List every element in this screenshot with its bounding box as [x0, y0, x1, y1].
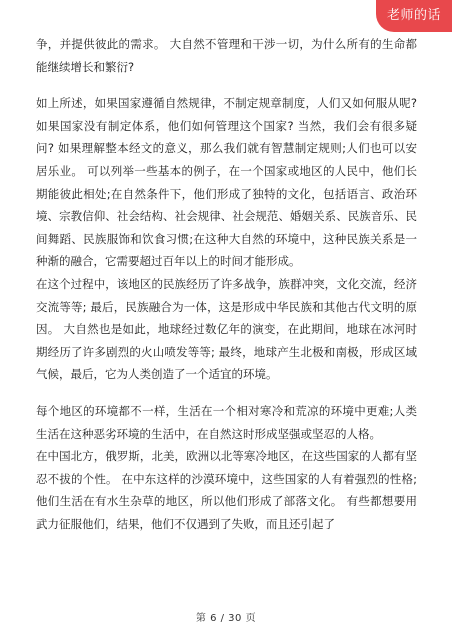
paragraph-2: 如上所述，如果国家遵循自然规律，不制定规章制度，人们又如何服从呢? 如果国家没有制定体系，他们如何管理这个国家? 当然，我们会有很多疑问? 如果理解整本经文的意义，那么我们就有智慧制定规则;人们也可以安居乐业。 可以列举一些基本的例子，在一个国家或地区的人民中，他们长期能彼此相处;在自然条件下，他们形成了独特的文化，包括语言、政治环境、宗教信仰、社会结构、社会规律、社会规范、婚姻关系、民族音乐、民间舞蹈、民族服饰和饮食习惯;在这种大自然的环境中，这种民族关系是一种渐的融合，它需要超过百年以上的时间才能形成。	[36, 96, 417, 269]
document-body	[36, 33, 417, 535]
paragraph-3: 在这个过程中，该地区的民族经历了许多战争，族群冲突，文化交流，经济交流等等; 最后，民族融合为一体，这是形成中华民族和其他古代文明的原因。 大自然也是如此，地球经过数亿年的演变，在此期间，地球在冰河时期经历了许多剧烈的火山喷发等等; 最终，地球产生北极和南极，形成区域气候，最后，它为人类创造了一个适宜的环境。	[36, 276, 417, 382]
section-tag: 老师的话	[376, 0, 452, 32]
paragraph-5: 在中国北方，俄罗斯，北美，欧洲以北等寒冷地区，在这些国家的人都有坚忍不拔的个性。 在中东这样的沙漠环境中，这些国家的人有着强烈的性格;他们生活在有水生杂草的地区，所以他们形成了部落文化。 有些都想要用武力征服他们，结果，他们不仅遇到了失败，而且还引起了	[36, 449, 417, 531]
page-number: 第 6 / 30 页	[195, 613, 257, 624]
paragraph-4: 每个地区的环境都不一样，生活在一个相对寒冷和荒凉的环境中更难;人类生活在这种恶劣环境的生活中，在自然这时形成坚强或坚忍的人格。	[36, 403, 417, 441]
paragraph-1: 争，并提供彼此的需求。 大自然不管理和干涉一切，为什么所有的生命都能继续增长和繁衍?	[36, 37, 417, 74]
